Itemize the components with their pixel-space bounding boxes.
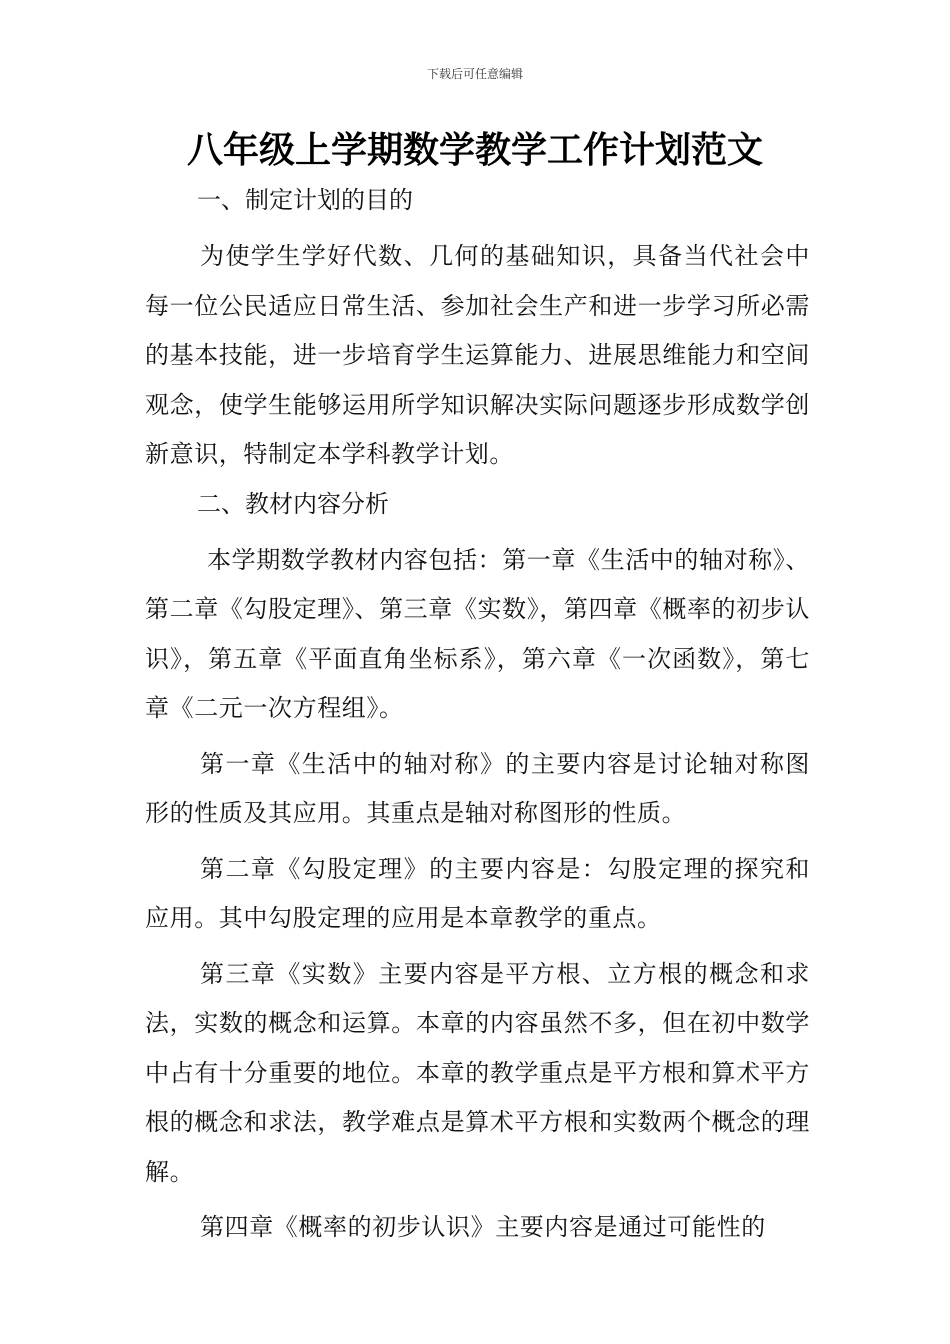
paragraph-chapter-1: 第一章《生活中的轴对称》的主要内容是讨论轴对称图形的性质及其应用。其重点是轴对称图形的性质。 — [145, 749, 810, 827]
paragraph-chapter-3: 第三章《实数》主要内容是平方根、立方根的概念和求法，实数的概念和运算。本章的内容虽然不多，但在初中数学中占有十分重要的地位。本章的教学重点是平方根和算术平方根的概念和求法，教学难点是算术平方根和实数两个概念的理解。 — [145, 959, 810, 1186]
document-title: 八年级上学期数学教学工作计划范文 — [186, 130, 763, 171]
section-heading-textbook-analysis: 二、教材内容分析 — [197, 489, 389, 518]
paragraph-chapter-4: 第四章《概率的初步认识》主要内容是通过可能性的 — [200, 1213, 766, 1241]
paragraph-chapter-2: 第二章《勾股定理》的主要内容是：勾股定理的探究和应用。其中勾股定理的应用是本章教学的重点。 — [145, 854, 810, 932]
paragraph-textbook-contents: 本学期数学教材内容包括：第一章《生活中的轴对称》、第二章《勾股定理》、第三章《实数》，第四章《概率的初步认识》，第五章《平面直角坐标系》，第六章《一次函数》，第七章《二元一次方程组》。 — [145, 545, 810, 722]
section-heading-purpose: 一、制定计划的目的 — [197, 186, 413, 214]
document-body — [145, 182, 810, 1253]
header-note: 下载后可任意编辑 — [426, 67, 523, 81]
paragraph-purpose: 为使学生学好代数、几何的基础知识，具备当代社会中每一位公民适应日常生活、参加社会生产和进一步学习所必需的基本技能，进一步培育学生运算能力、进展思维能力和空间观念，使学生能够运用所学知识解决实际问题逐步形成数学创新意识，特制定本学科教学计划。 — [145, 242, 810, 468]
